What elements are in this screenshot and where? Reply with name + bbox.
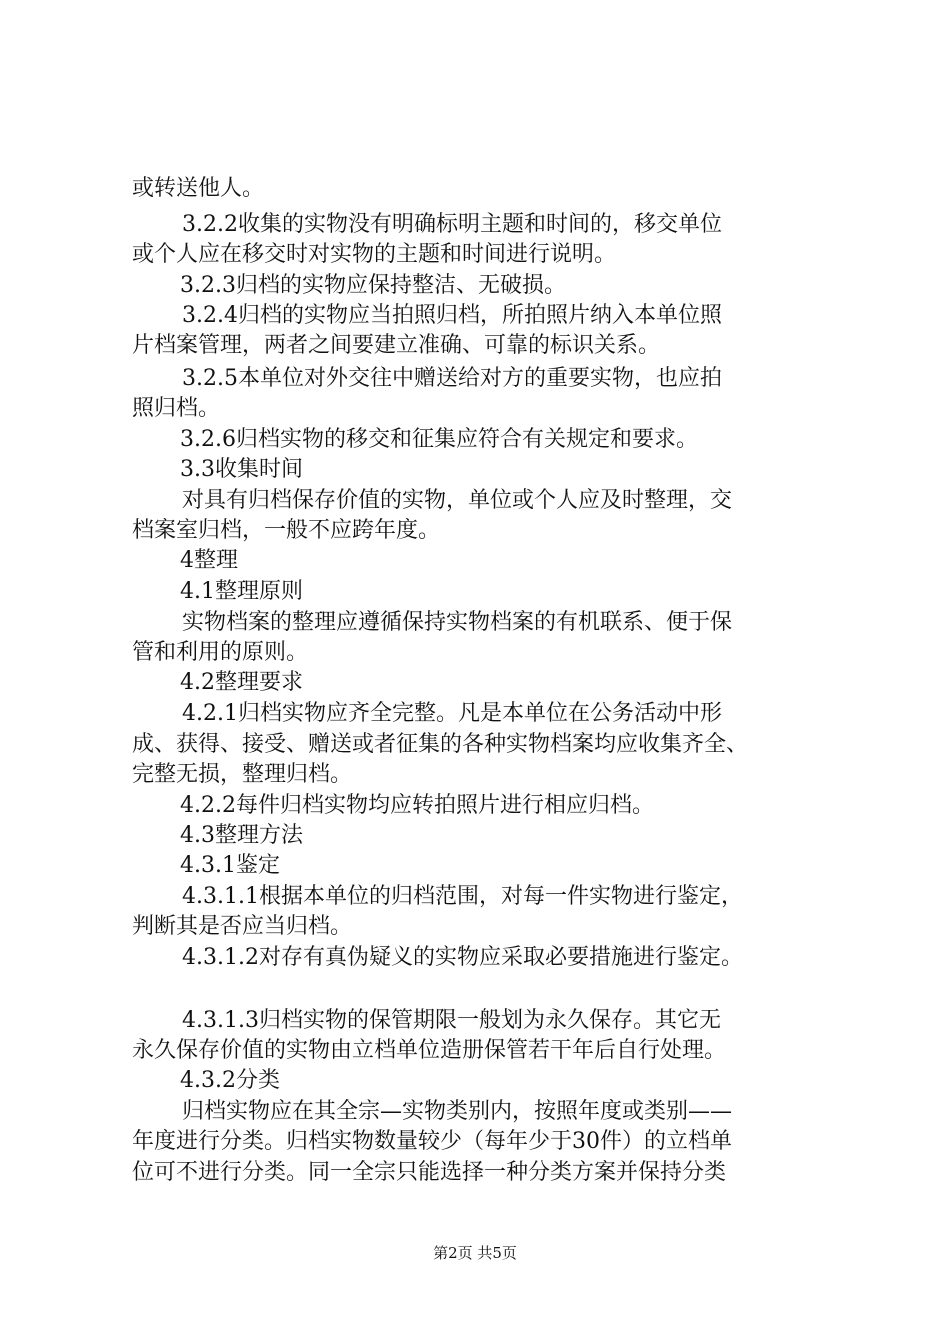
text-line: 4.3.1.3归档实物的保管期限一般划为永久保存。其它无 <box>182 1008 721 1033</box>
text-line: 归档实物应在其全宗—实物类别内，按照年度或类别—— <box>182 1099 733 1124</box>
text-line: 4.3.2分类 <box>180 1068 280 1093</box>
text-line: 3.2.4归档的实物应当拍照归档，所拍照片纳入本单位照 <box>182 303 722 328</box>
text-line: 3.2.5本单位对外交往中赠送给对方的重要实物，也应拍 <box>182 366 722 391</box>
text-line: 位可不进行分类。同一全宗只能选择一种分类方案并保持分类 <box>132 1160 727 1185</box>
text-line: 对具有归档保存价值的实物，单位或个人应及时整理，交 <box>182 488 733 513</box>
text-line: 或转送他人。 <box>132 176 265 201</box>
text-line: 或个人应在移交时对实物的主题和时间进行说明。 <box>132 242 617 267</box>
text-line: 年度进行分类。归档实物数量较少（每年少于30件）的立档单 <box>132 1129 732 1154</box>
text-line: 3.2.2收集的实物没有明确标明主题和时间的，移交单位 <box>182 212 722 237</box>
text-line: 永久保存价值的实物由立档单位造册保管若干年后自行处理。 <box>132 1038 727 1063</box>
text-line: 管和利用的原则。 <box>132 640 309 665</box>
text-line: 4.2.2每件归档实物均应转拍照片进行相应归档。 <box>180 793 654 818</box>
text-line: 档案室归档，一般不应跨年度。 <box>132 518 441 543</box>
text-line: 4.3.1鉴定 <box>180 853 280 878</box>
text-line: 4.2.1归档实物应齐全完整。凡是本单位在公务活动中形 <box>182 701 722 726</box>
text-line: 成、获得、接受、赠送或者征集的各种实物档案均应收集齐全、 <box>132 732 749 757</box>
text-line: 4整理 <box>180 548 238 573</box>
page-number-footer: 第2页 共5页 <box>433 1244 517 1262</box>
text-line: 4.3整理方法 <box>180 823 303 848</box>
text-line: 实物档案的整理应遵循保持实物档案的有机联系、便于保 <box>182 610 733 635</box>
text-line: 4.3.1.2对存有真伪疑义的实物应采取必要措施进行鉴定。 <box>182 945 743 970</box>
text-line: 4.1整理原则 <box>180 579 303 604</box>
text-line: 4.2整理要求 <box>180 670 303 695</box>
text-line: 3.2.6归档实物的移交和征集应符合有关规定和要求。 <box>180 427 698 452</box>
text-line: 判断其是否应当归档。 <box>132 914 353 939</box>
text-line: 4.3.1.1根据本单位的归档范围，对每一件实物进行鉴定， <box>182 884 743 909</box>
text-line: 完整无损，整理归档。 <box>132 762 353 787</box>
text-line: 照归档。 <box>132 396 221 421</box>
text-line: 3.2.3归档的实物应保持整洁、无破损。 <box>180 273 566 298</box>
text-line: 片档案管理，两者之间要建立准确、可靠的标识关系。 <box>132 333 661 358</box>
text-line: 3.3收集时间 <box>180 457 303 482</box>
